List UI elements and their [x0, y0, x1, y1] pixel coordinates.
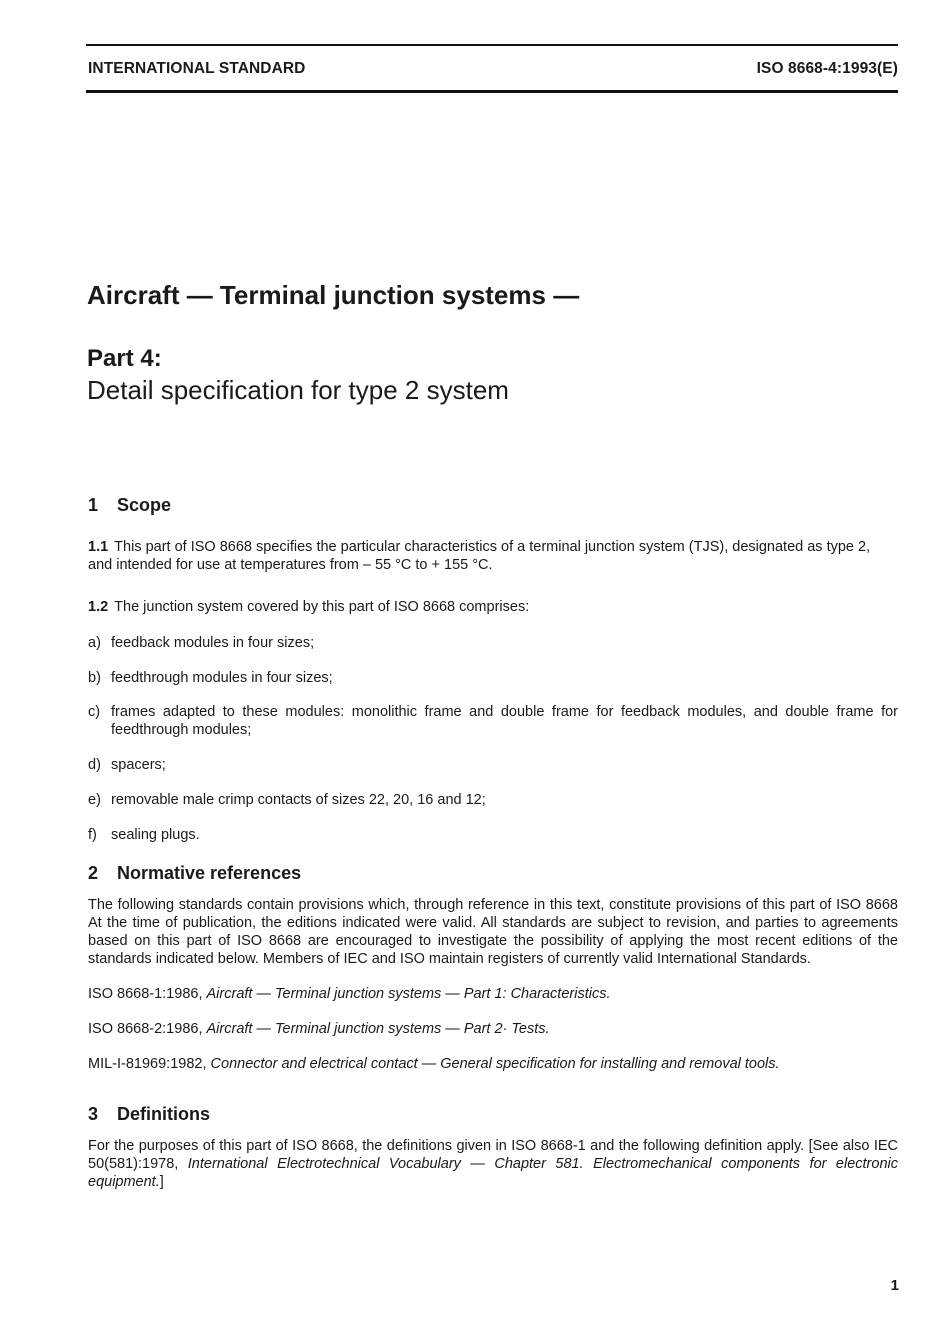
- header-top-rule: [86, 44, 898, 46]
- clause-text: The junction system covered by this part of ISO 8668 comprises:: [114, 599, 530, 615]
- list-item-label: d): [88, 757, 101, 773]
- list-item: [88, 703, 898, 739]
- section-title: Scope: [117, 495, 172, 515]
- list-item: [88, 791, 898, 809]
- list-item: [88, 826, 898, 844]
- part-label: Part 4:: [87, 345, 162, 372]
- list-item-text: removable male crimp contacts of sizes 22, 20, 16 and 12;: [111, 792, 486, 808]
- section-scope: [88, 496, 898, 844]
- reference-title: Aircraft — Terminal junction systems — Part 2· Tests.: [206, 1021, 550, 1037]
- list-item-text: spacers;: [111, 757, 166, 773]
- list-item-label: f): [88, 827, 97, 843]
- list-item-label: c): [88, 704, 101, 720]
- list-item: [88, 669, 898, 687]
- section-heading-definitions: [88, 1105, 898, 1123]
- list-item-label: b): [88, 670, 101, 686]
- section-heading-normative-references: [88, 864, 898, 882]
- header-bottom-rule: [86, 90, 898, 93]
- section-title: Normative references: [117, 863, 302, 883]
- document-body: [88, 496, 898, 1191]
- clause-text: This part of ISO 8668 specifies the particular characteristics of a terminal junction system (TJS), designated as type 2, and intended for use at temperatures from – 55 °C to + 155 °C.: [88, 539, 871, 573]
- list-item: [88, 756, 898, 774]
- section-definitions: [88, 1105, 898, 1191]
- section-number: 3: [88, 1104, 99, 1124]
- list-item-text: feedthrough modules in four sizes;: [111, 670, 333, 686]
- definitions-vocabulary-title: International Electrotechnical Vocabulary — Chapter 581. Electromechanical components for electronic equipment.: [88, 1156, 898, 1190]
- normative-intro-paragraph: The following standards contain provisions which, through reference in this text, constitute provisions of this part of ISO 8668 At the time of publication, the editions indicated were valid. All standards are subject to revision, and parties to agreements based on this part of ISO 8668 are encouraged to investigate the possibility of applying the most recent editions of the standards indicated below. Members of IEC and ISO maintain registers of currently valid International Standards.: [88, 897, 898, 967]
- header-document-number: ISO 8668-4:1993(E): [756, 60, 898, 77]
- scope-component-list: [88, 634, 898, 844]
- reference-code: ISO 8668-2:1986,: [88, 1021, 203, 1037]
- section-heading-scope: [88, 496, 898, 514]
- reference-entry: [88, 1020, 898, 1038]
- list-item-label: a): [88, 635, 101, 651]
- header-document-type: INTERNATIONAL STANDARD: [88, 60, 306, 77]
- clause-number: 1.2: [88, 599, 109, 615]
- reference-title: Connector and electrical contact — General specification for installing and removal tools.: [210, 1056, 780, 1072]
- document-title: Aircraft — Terminal junction systems —: [87, 280, 580, 310]
- reference-code: ISO 8668-1:1986,: [88, 986, 203, 1002]
- definitions-closing-bracket: ]: [159, 1174, 164, 1190]
- list-item-text: feedback modules in four sizes;: [111, 635, 315, 651]
- page-number: 1: [890, 1277, 899, 1294]
- section-number: 1: [88, 495, 99, 515]
- section-normative-references: [88, 864, 898, 1073]
- reference-code: MIL-I-81969:1982,: [88, 1056, 207, 1072]
- reference-entry: [88, 1055, 898, 1073]
- reference-entry: [88, 985, 898, 1003]
- scope-paragraph-1-1: [88, 538, 898, 574]
- list-item-text: sealing plugs.: [111, 827, 200, 843]
- list-item-text: frames adapted to these modules: monolithic frame and double frame for feedback modules, and double frame for feedthrough modules;: [111, 704, 898, 738]
- section-number: 2: [88, 863, 99, 883]
- section-title: Definitions: [117, 1104, 210, 1124]
- part-subtitle: Detail specification for type 2 system: [87, 375, 509, 405]
- scope-paragraph-1-2: [88, 598, 898, 616]
- reference-title: Aircraft — Terminal junction systems — Part 1: Characteristics.: [206, 986, 611, 1002]
- clause-number: 1.1: [88, 539, 109, 555]
- definitions-paragraph: [88, 1137, 898, 1191]
- definitions-text: For the purposes of this part of ISO 8668, the definitions given in ISO 8668-1 and the following definition apply. [See also IEC 50(581):1978,: [88, 1138, 898, 1172]
- list-item-label: e): [88, 792, 101, 808]
- list-item: [88, 634, 898, 652]
